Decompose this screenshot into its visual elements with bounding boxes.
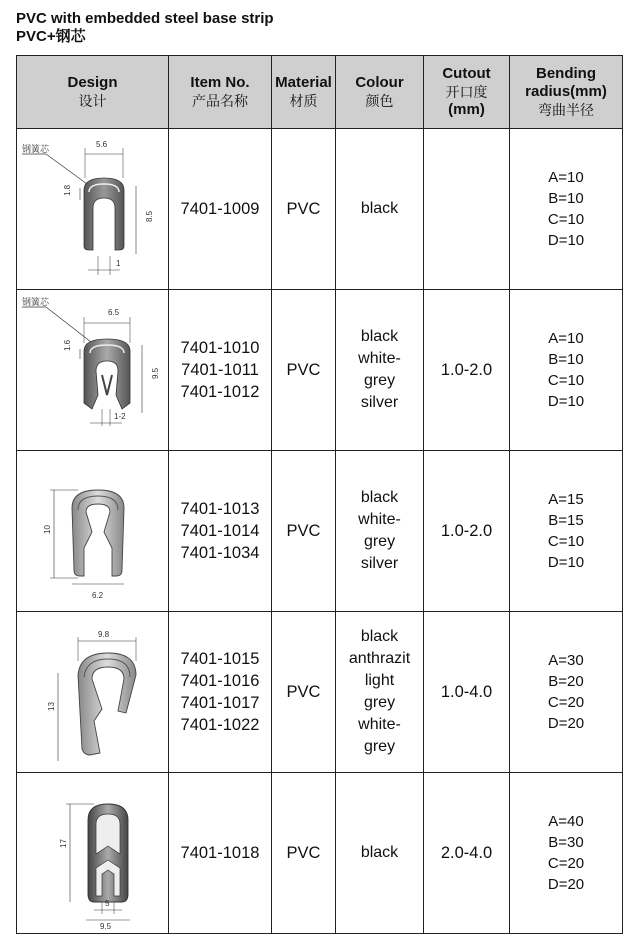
heading-subtitle: PVC+钢芯 [16,28,86,45]
item-numbers-1: 7401-1009 [169,129,272,290]
item-numbers-5: 7401-1018 [169,773,272,934]
svg-text:9.8: 9.8 [97,630,109,639]
svg-text:5: 5 [104,899,109,908]
table-header-row [17,56,623,129]
svg-text:1: 1 [115,259,120,268]
table-row [17,451,623,612]
item-numbers-4: 7401-1015 7401-1016 7401-1017 7401-1022 [169,612,272,773]
svg-text:1.8: 1.8 [62,184,72,196]
design-drawing-2 [17,290,169,451]
bending-2: A=10 B=10 C=10 D=10 [510,290,623,451]
design-drawing-3 [17,451,169,612]
design-drawing-1 [17,129,169,290]
table-row [17,290,623,451]
header-design: Design 设计 [17,56,169,129]
table-row [17,612,623,773]
header-cutout: Cutout 开口度 (mm) [424,56,510,129]
colour-2: black white- grey silver [336,290,424,451]
svg-text:9.5: 9.5 [150,367,160,379]
bending-3: A=15 B=15 C=10 D=10 [510,451,623,612]
svg-text:10: 10 [42,525,52,534]
cutout-5: 2.0-4.0 [424,773,510,934]
cutout-2: 1.0-2.0 [424,290,510,451]
bending-5: A=40 B=30 C=20 D=20 [510,773,623,934]
colour-5: black [336,773,424,934]
colour-3: black white- grey silver [336,451,424,612]
svg-text:17: 17 [58,839,68,848]
material-2: PVC [272,290,336,451]
svg-text:9.5: 9.5 [99,922,111,931]
cutout-4: 1.0-4.0 [424,612,510,773]
table-row [17,129,623,290]
header-bending: Bending radius(mm) 弯曲半径 [510,56,623,129]
item-numbers-2: 7401-1010 7401-1011 7401-1012 [169,290,272,451]
product-table [16,55,623,934]
svg-text:5.6: 5.6 [95,140,107,149]
header-colour: Colour 颜色 [336,56,424,129]
design-drawing-5 [17,773,169,934]
cutout-3: 1.0-2.0 [424,451,510,612]
svg-text:1.6: 1.6 [62,339,72,351]
svg-text:8.5: 8.5 [144,210,154,222]
material-4: PVC [272,612,336,773]
colour-1: black [336,129,424,290]
svg-text:6.2: 6.2 [91,591,103,600]
material-3: PVC [272,451,336,612]
header-item-no: Item No. 产品名称 [169,56,272,129]
svg-text:钢簧芯: 钢簧芯 [21,297,49,307]
table-row [17,773,623,934]
bending-1: A=10 B=10 C=10 D=10 [510,129,623,290]
svg-text:13: 13 [46,702,56,711]
svg-text:6.5: 6.5 [107,308,119,317]
svg-text:钢簧芯: 钢簧芯 [21,144,49,154]
heading-title: PVC with embedded steel base strip [16,10,274,27]
colour-4: black anthrazit light grey white- grey [336,612,424,773]
bending-4: A=30 B=20 C=20 D=20 [510,612,623,773]
page-heading [16,10,274,46]
cutout-1 [424,129,510,290]
material-1: PVC [272,129,336,290]
item-numbers-3: 7401-1013 7401-1014 7401-1034 [169,451,272,612]
header-material: Material 材质 [272,56,336,129]
material-5: PVC [272,773,336,934]
design-drawing-4 [17,612,169,773]
svg-text:1-2: 1-2 [113,412,126,421]
